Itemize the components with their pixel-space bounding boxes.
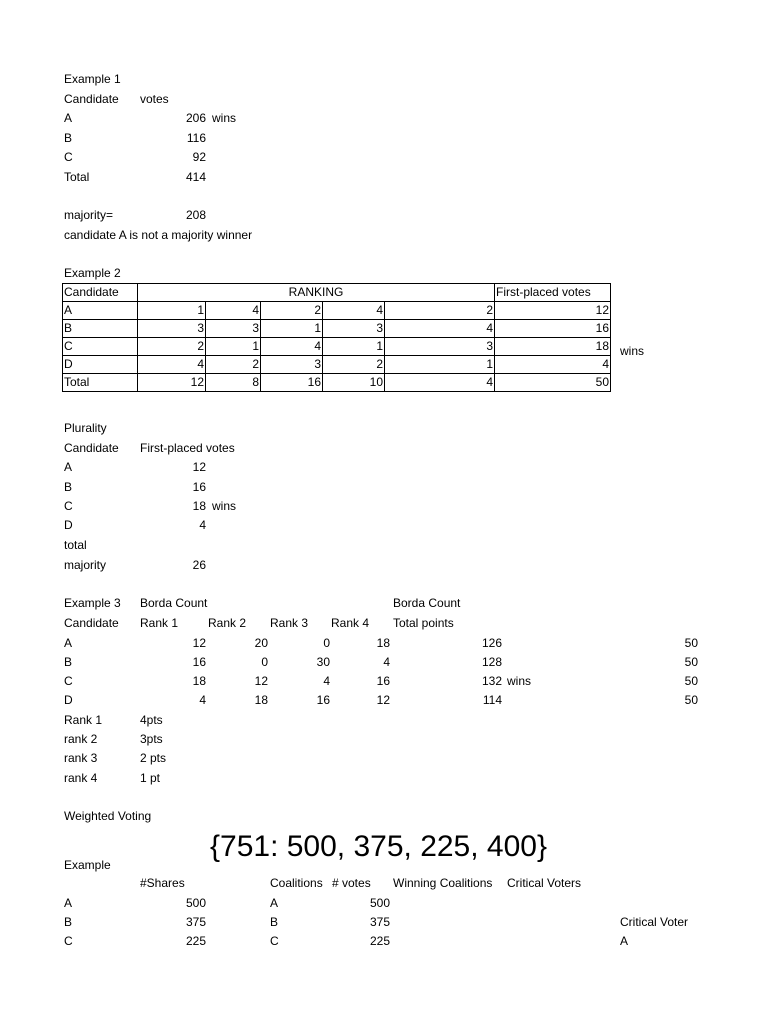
points-value: 4pts <box>140 713 163 727</box>
plurality-row-value: 26 <box>192 558 206 572</box>
example3-header: Total points <box>393 616 454 630</box>
ranking-cell: 4 <box>206 302 261 320</box>
plurality-row-value: 16 <box>192 480 206 494</box>
weighted-row-coalition: B <box>270 915 279 929</box>
plurality-row-name: B <box>64 480 73 494</box>
plurality-row-name: majority <box>64 558 107 572</box>
ranking-cell-first: 12 <box>495 302 611 320</box>
ranking-cell: 4 <box>323 302 385 320</box>
points-value: 3pts <box>140 732 163 746</box>
plurality-votes-header: First-placed votes <box>140 441 235 455</box>
ranking-cell: 4 <box>385 374 495 392</box>
borda-cell: 0 <box>323 636 330 650</box>
ranking-cell-name: Total <box>63 374 138 392</box>
borda-row-name: D <box>64 693 73 707</box>
ranking-cell: 2 <box>385 302 495 320</box>
ranking-cell: 4 <box>261 338 323 356</box>
table-row <box>63 338 611 356</box>
borda-row-name: A <box>64 636 73 650</box>
borda-cell: 18 <box>192 674 206 688</box>
table-row <box>63 302 611 320</box>
borda-cell: 12 <box>376 693 390 707</box>
example1-row-votes: 116 <box>186 131 206 145</box>
example3-title: Example 3 <box>64 596 121 610</box>
borda-cell: 12 <box>254 674 268 688</box>
borda-total: 114 <box>482 693 502 707</box>
borda-cell: 4 <box>323 674 330 688</box>
critical-voter-value: A <box>620 934 629 948</box>
ranking-cell-first: 16 <box>495 320 611 338</box>
ranking-cell: 1 <box>385 356 495 374</box>
example1-row-name: A <box>64 111 73 125</box>
ranking-cell-first: 18 <box>495 338 611 356</box>
table-row <box>63 320 611 338</box>
points-label: rank 2 <box>64 732 98 746</box>
example1-majority-value: 208 <box>186 208 207 222</box>
example1-conclusion: candidate A is not a majority winner <box>64 228 253 242</box>
example2-title: Example 2 <box>64 266 121 280</box>
weighted-row-votes: 500 <box>369 896 390 910</box>
borda-total: 132 <box>481 674 502 688</box>
example1-row-votes: 92 <box>192 150 206 164</box>
weighted-row-coalition: C <box>270 934 279 948</box>
ranking-cell: 3 <box>385 338 495 356</box>
borda-extra: 50 <box>684 674 698 688</box>
weighted-title: Weighted Voting <box>64 809 152 823</box>
weighted-row-shares: 225 <box>185 934 206 948</box>
example3-header: Rank 2 <box>208 616 247 630</box>
borda-total: 126 <box>481 636 502 650</box>
borda-cell: 20 <box>254 636 268 650</box>
weighted-row-votes: 375 <box>369 915 390 929</box>
points-label: Rank 1 <box>64 713 103 727</box>
plurality-row-value: 4 <box>199 518 206 532</box>
ranking-cell: 1 <box>261 320 323 338</box>
example1-candidate-header: Candidate <box>64 92 119 106</box>
weighted-row-name: B <box>64 915 73 929</box>
example3-subtitle-2: Borda Count <box>393 596 461 610</box>
plurality-title: Plurality <box>64 421 107 435</box>
plurality-row-value: 18 <box>192 499 206 513</box>
weighted-row-shares: 500 <box>185 896 206 910</box>
weighted-header-shares: #Shares <box>140 876 185 890</box>
borda-cell: 4 <box>199 693 206 707</box>
ranking-cell: 3 <box>206 320 261 338</box>
weighted-row-coalition: A <box>270 896 279 910</box>
ranking-header-candidate: Candidate <box>63 284 138 302</box>
example3-header: Rank 1 <box>140 616 179 630</box>
ranking-cell: 3 <box>138 320 206 338</box>
ranking-cell: 4 <box>385 320 495 338</box>
plurality-row-value: 12 <box>192 460 206 474</box>
example1-row-name: Total <box>64 170 90 184</box>
ranking-cell-first: 50 <box>495 374 611 392</box>
weighted-header-winning: Winning Coalitions <box>393 876 493 890</box>
weighted-row-shares: 375 <box>185 915 206 929</box>
weighted-header-critical: Critical Voters <box>507 876 582 890</box>
ranking-cell: 2 <box>323 356 385 374</box>
weighted-header-coalitions: Coalitions <box>270 876 323 890</box>
ranking-cell: 12 <box>138 374 206 392</box>
borda-row-name: C <box>64 674 73 688</box>
borda-total: 128 <box>481 655 502 669</box>
weighted-row-votes: 225 <box>369 934 390 948</box>
example1-majority-label: majority= <box>64 208 114 222</box>
borda-cell: 16 <box>316 693 330 707</box>
example1-row-votes: 414 <box>185 170 206 184</box>
example1-row-name: C <box>64 150 73 164</box>
ranking-cell: 2 <box>138 338 206 356</box>
plurality-row-note: wins <box>212 499 237 513</box>
ranking-cell: 4 <box>138 356 206 374</box>
ranking-cell: 3 <box>323 320 385 338</box>
borda-cell: 4 <box>383 655 390 669</box>
example1-votes-header: votes <box>140 92 169 106</box>
points-value: 1 pt <box>140 771 161 785</box>
ranking-cell-first: 4 <box>495 356 611 374</box>
borda-cell: 16 <box>192 655 206 669</box>
table-row <box>63 356 611 374</box>
plurality-row-name: D <box>64 518 73 532</box>
weighted-row-name: A <box>64 896 73 910</box>
ranking-cell: 1 <box>138 302 206 320</box>
example1-row-votes: 206 <box>185 111 206 125</box>
plurality-candidate-header: Candidate <box>64 441 119 455</box>
ranking-table <box>62 283 611 392</box>
borda-cell: 16 <box>376 674 390 688</box>
ranking-cell-name: D <box>63 356 138 374</box>
example3-header: Candidate <box>64 616 119 630</box>
example2-wins-note: wins <box>620 344 645 358</box>
plurality-row-name: A <box>64 460 73 474</box>
ranking-cell: 1 <box>206 338 261 356</box>
ranking-cell-name: B <box>63 320 138 338</box>
weighted-formula: {751: 500, 375, 225, 400} <box>210 830 547 863</box>
borda-cell: 12 <box>192 636 206 650</box>
weighted-header-votes: # votes <box>332 876 371 890</box>
borda-cell: 18 <box>376 636 390 650</box>
borda-cell: 18 <box>254 693 268 707</box>
ranking-cell-name: C <box>63 338 138 356</box>
ranking-cell: 8 <box>206 374 261 392</box>
ranking-cell: 3 <box>261 356 323 374</box>
borda-cell: 0 <box>261 655 268 669</box>
borda-cell: 30 <box>316 655 330 669</box>
ranking-header-ranking: RANKING <box>138 284 495 302</box>
example1-row-note: wins <box>212 111 237 125</box>
table-row <box>63 374 611 392</box>
points-label: rank 3 <box>64 751 98 765</box>
borda-extra: 50 <box>684 636 698 650</box>
ranking-cell: 2 <box>261 302 323 320</box>
example3-header: Rank 3 <box>270 616 309 630</box>
borda-wins-note: wins <box>507 674 532 688</box>
example1-title: Example 1 <box>64 72 121 86</box>
example3-subtitle: Borda Count <box>140 596 208 610</box>
ranking-cell: 1 <box>323 338 385 356</box>
borda-extra: 50 <box>684 693 698 707</box>
critical-voter-label: Critical Voter <box>620 915 689 929</box>
ranking-header-first: First-placed votes <box>495 284 611 302</box>
plurality-row-name: total <box>64 538 87 552</box>
ranking-cell: 10 <box>323 374 385 392</box>
weighted-row-name: C <box>64 934 73 948</box>
weighted-example-label: Example <box>64 858 111 872</box>
borda-row-name: B <box>64 655 73 669</box>
ranking-cell: 16 <box>261 374 323 392</box>
ranking-cell: 2 <box>206 356 261 374</box>
ranking-header-row <box>63 284 611 302</box>
ranking-cell-name: A <box>63 302 138 320</box>
points-value: 2 pts <box>140 751 167 765</box>
points-label: rank 4 <box>64 771 98 785</box>
borda-extra: 50 <box>684 655 698 669</box>
example1-row-name: B <box>64 131 73 145</box>
example3-header: Rank 4 <box>331 616 370 630</box>
plurality-row-name: C <box>64 499 73 513</box>
